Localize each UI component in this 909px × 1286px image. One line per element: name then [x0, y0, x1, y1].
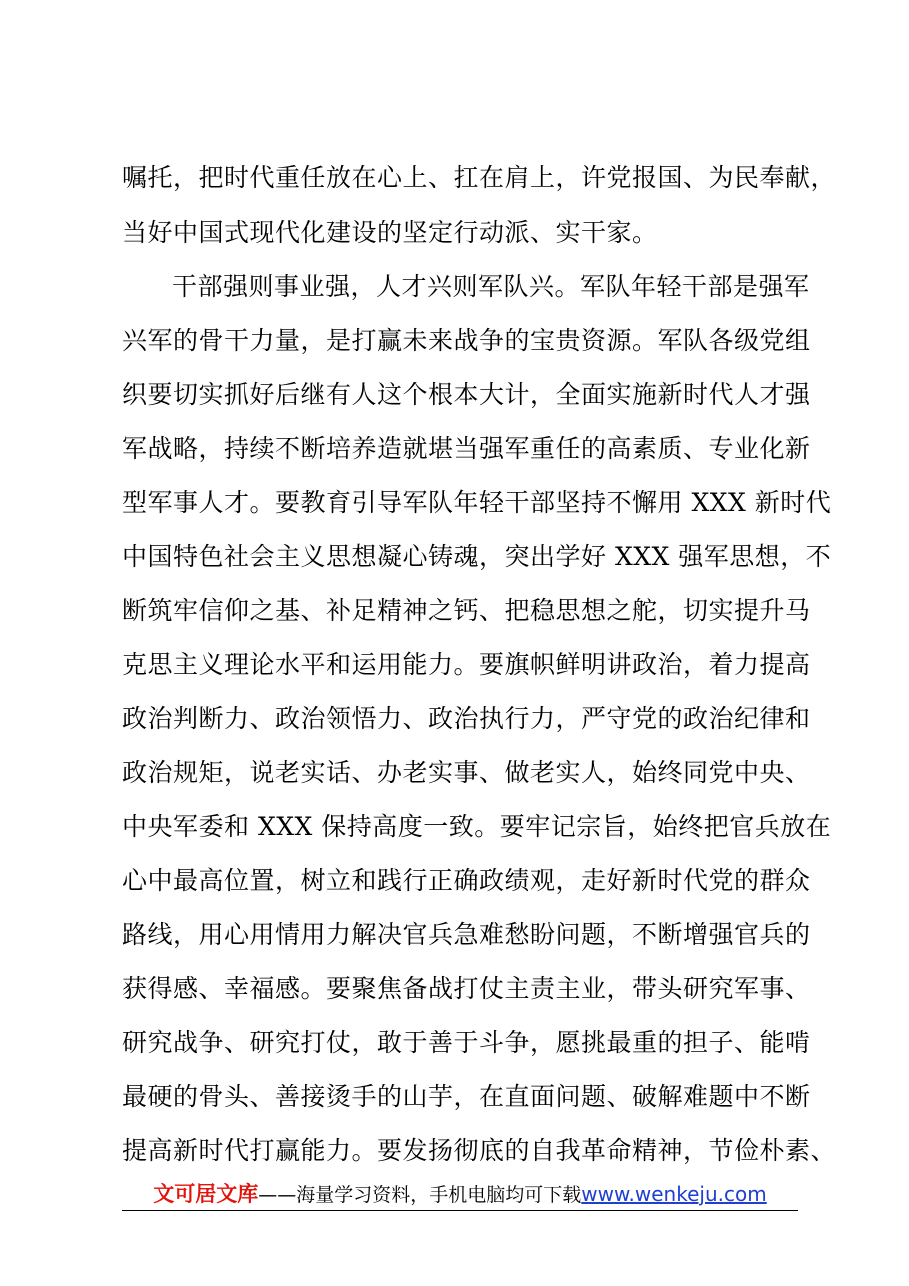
body-text-line: 最硬的骨头、善接烫手的山芋，在直面问题、破解难题中不断 — [122, 1082, 811, 1111]
body-text-line: 路线，用心用情用力解决官兵急难愁盼问题，不断增强官兵的 — [122, 920, 811, 949]
body-text-line: 兴军的骨干力量，是打赢未来战争的宝贵资源。军队各级党组 — [122, 326, 811, 355]
body-text-line: 获得感、幸福感。要聚焦备战打仗主责主业，带头研究军事、 — [122, 974, 811, 1003]
footer-url-link[interactable]: www.wenkeju.com — [581, 1182, 767, 1206]
body-text-line: 心中最高位置，树立和践行正确政绩观，走好新时代党的群众 — [122, 866, 811, 895]
footer-brand: 文可居文库 — [153, 1182, 259, 1206]
body-text-line: 研究战争、研究打仗，敢于善于斗争，愿挑最重的担子、能啃 — [122, 1028, 811, 1057]
footer-divider — [122, 1210, 798, 1211]
body-text-line: 克思主义理论水平和运用能力。要旗帜鲜明讲政治，着力提高 — [122, 650, 811, 679]
body-text-line: 织要切实抓好后继有人这个根本大计，全面实施新时代人才强 — [122, 380, 811, 409]
body-text-line: 政治判断力、政治领悟力、政治执行力，严守党的政治纪律和 — [122, 704, 811, 733]
paragraph-first-line: 干部强则事业强，人才兴则军队兴。军队年轻干部是强军 — [172, 272, 810, 301]
body-text-line: 军战略，持续不断培养造就堪当强军重任的高素质、专业化新 — [122, 434, 811, 463]
body-text-line: 当好中国式现代化建设的坚定行动派、实干家。 — [122, 218, 658, 247]
footer-slogan: ——海量学习资料，手机电脑均可下载 — [258, 1184, 582, 1206]
body-text-line: 嘱托，把时代重任放在心上、扛在肩上，许党报国、为民奉献， — [122, 163, 837, 192]
body-text-line: 提高新时代打赢能力。要发扬彻底的自我革命精神，节俭朴素、 — [122, 1136, 837, 1165]
body-text-line: 中央军委和 XXX 保持高度一致。要牢记宗旨，始终把官兵放在 — [122, 812, 832, 841]
body-text-line: 型军事人才。要教育引导军队年轻干部坚持不懈用 XXX 新时代 — [122, 488, 832, 517]
body-text-line: 中国特色社会主义思想凝心铸魂，突出学好 XXX 强军思想，不 — [122, 542, 832, 571]
body-text-line: 政治规矩，说老实话、办老实事、做老实人，始终同党中央、 — [122, 758, 811, 787]
body-text-line: 断筑牢信仰之基、补足精神之钙、把稳思想之舵，切实提升马 — [122, 596, 811, 625]
page-footer — [122, 1180, 798, 1209]
